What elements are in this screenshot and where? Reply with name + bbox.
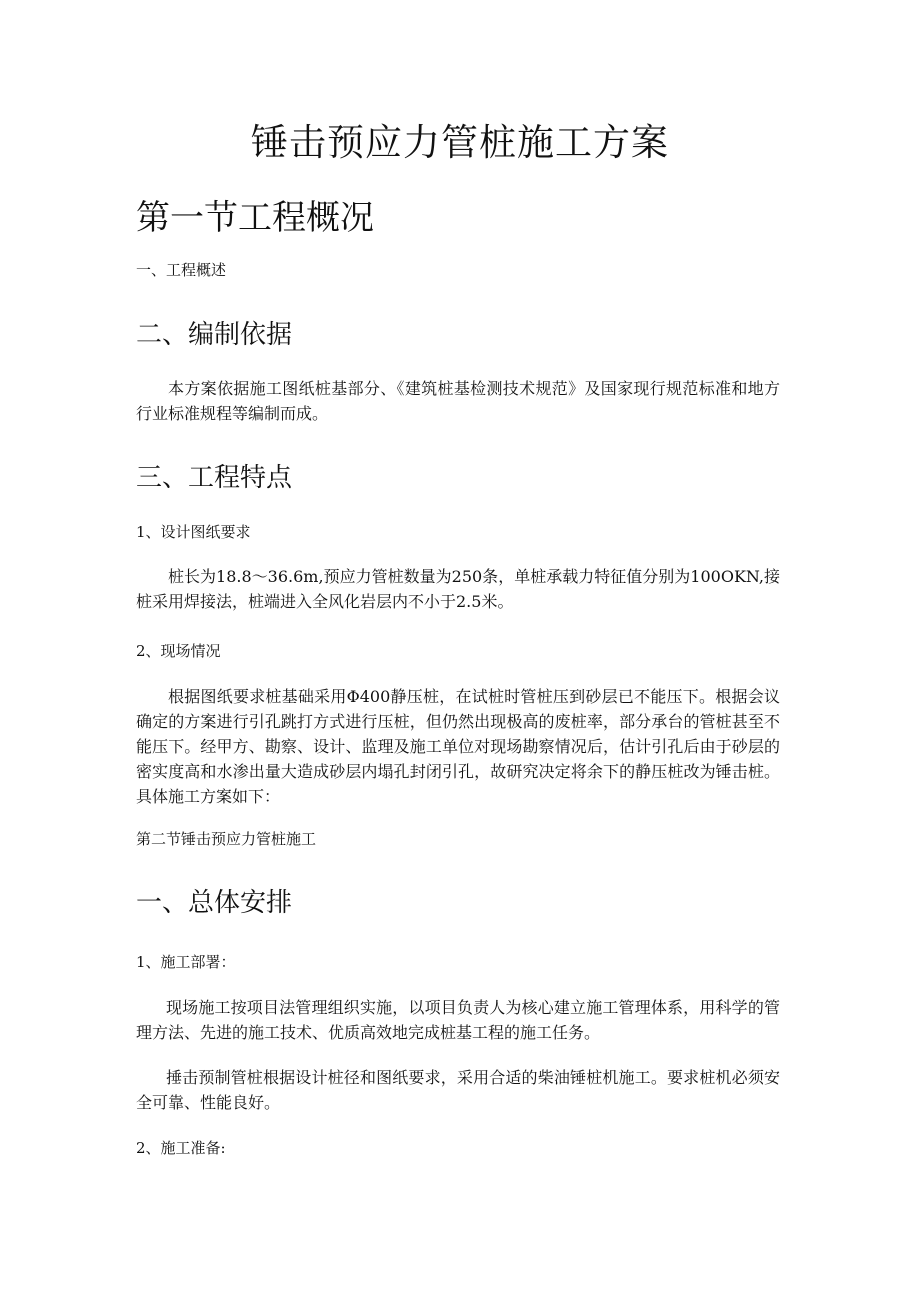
paragraph-compilation-basis: 本方案依据施工图纸桩基部分、《建筑桩基检测技术规范》及国家现行规范标准和地方行业标准规程等编制而成。 (136, 379, 780, 423)
paragraph-pile-hammer-requirements: 捶击预制管桩根据设计桩径和图纸要求，采用合适的柴油锤桩机施工。要求桩机必须安全可靠、性能良好。 (136, 1068, 780, 1112)
heading-overall-arrangement: 一、总体安排 (136, 888, 293, 918)
paragraph-site-conditions: 根据图纸要求桩基础采用Φ400静压桩，在试桩时管桩压到砂层已不能压下。根据会议确定的方案进行引孔跳打方式进行压桩，但仍然出现极高的废桩率，部分承台的管桩甚至不能压下。经甲方、勘察、设计、监理及施工单位对现场勘察情况后，估计引孔后由于砂层的密实度高和水渗出量大造成砂层内塌孔封闭引孔，故研究决定将余下的静压桩改为锤击桩。具体施工方案如下： (136, 687, 780, 806)
section-heading-hammer-piling: 第二节锤击预应力管桩施工 (136, 830, 317, 848)
subheading-construction-preparation: 2、施工准备: (136, 1139, 226, 1157)
paragraph-construction-deployment: 现场施工按项目法管理组织实施，以项目负责人为核心建立施工管理体系，用科学的管理方法、先进的施工技术、优质高效地完成桩基工程的施工任务。 (136, 998, 780, 1042)
subheading-construction-deployment: 1、施工部署： (136, 953, 236, 971)
paragraph-design-requirements: 桩长为18.8～36.6m,预应力管桩数量为250条，单桩承载力特征值分别为100OKN,接桩采用焊接法，桩端进入全风化岩层内不小于2.5米。 (136, 567, 780, 611)
section-heading-overview: 第一节工程概况 (136, 198, 374, 238)
item-project-summary: 一、工程概述 (136, 261, 227, 279)
heading-project-features: 三、工程特点 (136, 463, 293, 493)
subheading-site-conditions: 2、现场情况 (136, 642, 221, 660)
subheading-design-requirements: 1、设计图纸要求 (136, 523, 251, 541)
heading-compilation-basis: 二、编制依据 (136, 320, 293, 350)
document-title: 锤击预应力管桩施工方案 (251, 121, 669, 164)
